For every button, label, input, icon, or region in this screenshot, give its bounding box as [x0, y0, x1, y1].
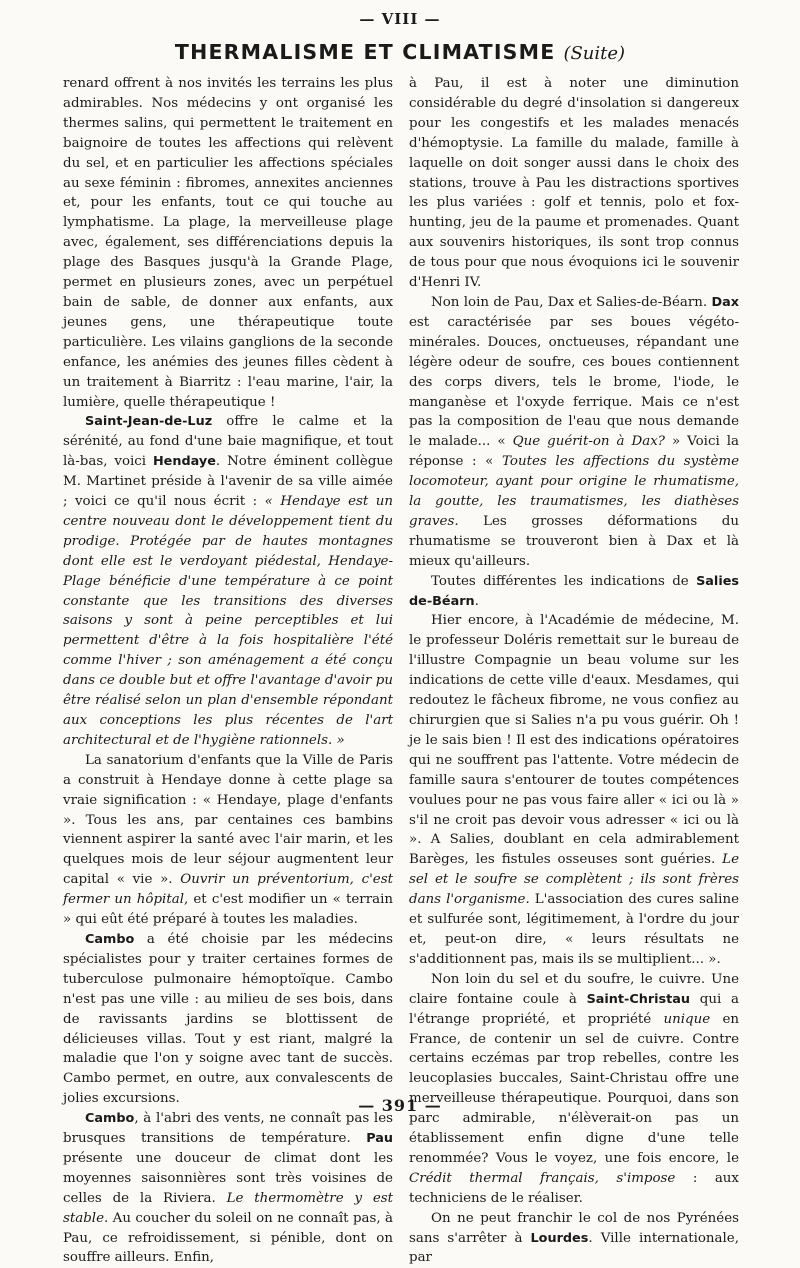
- place-name: Cambo: [85, 931, 135, 947]
- text-run: On ne peut franchir le col de nos Pyrénées sans s'arrêter à: [409, 1210, 739, 1246]
- italic-text: Le thermomètre y est stable.: [63, 1190, 393, 1226]
- paragraph: [63, 751, 393, 930]
- text-run: Toutes différentes les indications de: [431, 573, 697, 589]
- paragraph: [409, 293, 739, 572]
- text-run: . Ville internationale, par: [409, 1230, 739, 1266]
- italic-text: Que guérit-on à Dax?: [512, 434, 665, 450]
- paragraph: [63, 1109, 393, 1268]
- text-run: .: [474, 593, 479, 609]
- text-run: qui a l'étrange propriété, et propriété: [409, 991, 739, 1027]
- left-column: [63, 74, 393, 1268]
- italic-text: Crédit thermal français, s'impose: [409, 1170, 676, 1186]
- title-suite: (Suite): [563, 43, 626, 64]
- text-run: Non loin de Pau, Dax et Salies-de-Béarn.: [431, 294, 712, 310]
- quotation: « Hendaye est un centre nouveau dont le développement tient du prodige. Protégée par de hautes montagnes dont elle est le verdoyant piédestal, Hendaye-Plage bénéficie d'une température à ce point constante que les transitions des diverses saisons y sont à peine perceptibles et lui permettent d'être à la fois hospitalière l'été comme l'hiver ; son aménagement a été conçu dans ce double but et offre l'avantage d'avoir pu être réalisé selon un plan d'ensemble répondant aux conceptions les plus récentes de l'art architectural et de l'hygiène rationnels. »: [63, 494, 393, 748]
- place-name: Saint-Christau: [586, 991, 691, 1007]
- text-run: Hier encore, à l'Académie de médecine, M. le professeur Doléris remettait sur le bureau de l'illustre Compagnie un beau volume sur les indications de cette ville d'eaux. Mesdames, qui redoutez le fâcheux fibrome, ne vous confiez au chirurgien que si Salies n'a pu vous guérir. Oh ! je le sais bien ! Il est des indications opératoires qui ne souffrent pas l'attente. Votre médecin de famille saura s'entourer de toutes compétences voulues pour ne pas vous faire aller « ici ou là » s'il ne croit pas devoir vous adresser « ici ou là ». A Salies, doublant en cela admirablement Barèges, les fistules osseuses sont guéries.: [409, 613, 739, 868]
- paragraph: [409, 1209, 739, 1268]
- text-run: offre le calme et la sérénité, au fond d'une baie magnifique, et tout là-bas, voici: [63, 414, 393, 470]
- place-name: Saint-Jean-de-Luz: [85, 414, 213, 430]
- place-name: Hendaye: [152, 454, 216, 470]
- text-run: Au coucher du soleil on ne connaît pas, à Pau, ce refroidissement, si pénible, dont on souffre ailleurs. Enfin,: [63, 1210, 393, 1266]
- running-head-roman-numeral: — VIII —: [359, 10, 441, 28]
- italic-text: unique: [663, 1011, 711, 1027]
- place-name: Salies de-Béarn: [409, 573, 739, 609]
- place-name: Pau: [366, 1131, 393, 1147]
- text-run: renard offrent à nos invités les terrains les plus admirables. Nos médecins y ont organisé les thermes salins, qui permettent le traitement en baignoire de toutes les affections qui relèvent du sel, et en particulier les affections spéciales au sexe féminin : fibromes, annexites anciennes et, pour les enfants, tout ce qui touche au lymphatisme. La plage, la merveilleuse plage avec, également, ses différenciations depuis la plage des Basques jusqu'à la Grande Plage, permet en plusieurs zones, avec un perpétuel bain de sable, de donner aux enfants, aux jeunes gens, une thérapeutique toute particulière. Les vilains ganglions de la seconde enfance, les anémies des jeunes filles cèdent à un traitement à Biarritz : l'eau marine, l'air, la lumière, quelle thérapeutique !: [63, 76, 393, 410]
- paragraph: [63, 930, 393, 1109]
- italic-text: Le sel et le soufre se complètent ; ils sont frères dans l'organisme.: [409, 852, 739, 908]
- text-run: présente une douceur de climat dont les moyennes saisonnières sont très voisines de celles de la Riviera.: [63, 1150, 393, 1206]
- text-run: . Les grosses déformations du rhumatisme se trouveront bien à Dax et là mieux qu'ailleurs.: [409, 513, 739, 569]
- text-run: , à l'abri des vents, ne connaît pas les brusques transitions de température.: [63, 1111, 393, 1147]
- paragraph: [409, 572, 739, 612]
- text-run: en France, de contenir un sel de cuivre. Contre certains eczémas par trop rebelles, contre les leucoplasies buccales, Saint-Christau offre une merveilleuse thérapeutique. Pourquoi, dans son parc admirable, n'élèverait-on pas un établissement enfin digne d'une telle renommée? Vous le voyez, une fois encore, le: [409, 1011, 740, 1166]
- text-run: L'association des cures saline et sulfurée sont, légitimement, à l'ordre du jour et, peut-on dire, « leurs résultats ne s'additionnent pas, mais ils se multiplient... ».: [409, 892, 739, 967]
- place-name: Cambo: [85, 1111, 135, 1127]
- paragraph: [409, 74, 739, 293]
- text-run: » Voici la réponse : «: [409, 434, 739, 470]
- title-text: THERMALISME ET CLIMATISME: [174, 40, 556, 64]
- paragraph: [409, 970, 739, 1209]
- text-run: à Pau, il est à noter une diminution considérable du degré d'insolation si dangereux pour les congestifs et les malades menacés d'hémoptysie. La famille du malade, famille à laquelle on doit songer aussi dans le choix des stations, trouve à Pau les distractions sportives les plus variées : golf et tennis, polo et fox-hunting, jeu de la paume et promenades. Quant aux souvenirs historiques, ils sont trop connus de tous pour que nous évoquions ici le souvenir d'Henri IV.: [409, 76, 739, 291]
- italic-text: Ouvrir un préventorium, c'est fermer un hôpital: [63, 872, 393, 908]
- text-run: : aux techniciens de le réaliser.: [409, 1170, 739, 1206]
- place-name: Dax: [711, 294, 739, 310]
- text-run: est caractérisée par ses boues végéto-minérales. Douces, onctueuses, répandant une légère odeur de soufre, ces boues contiennent des corps divers, tels le brome, l'iode, le manganèse et l'oxyde ferrique. Mais ce n'est pas la composition de l'eau que nous demande le malade... «: [409, 314, 739, 450]
- page-number: — 391 —: [358, 1096, 442, 1115]
- italic-text: Toutes les affections du système locomoteur, ayant pour origine le rhumatisme, la goutte, les traumatismes, les diathèses graves: [409, 454, 739, 529]
- place-name: Lourdes: [530, 1230, 589, 1246]
- text-run: Non loin du sel et du soufre, le cuivre. Une claire fontaine coule à: [409, 971, 739, 1007]
- page-title: [0, 40, 800, 64]
- text-run: a été choisie par les médecins spécialistes pour y traiter certaines formes de tuberculose pulmonaire hémoptoïque. Cambo n'est pas une ville : au milieu de ses bois, dans de ravissants jardins se blottissent de délicieuses villas. Tout y est riant, malgré la maladie que l'on y soigne avec tant de succès. Cambo permet, en outre, aux convalescents de jolies excursions.: [63, 931, 393, 1107]
- text-run: . Notre éminent collègue M. Martinet préside à l'avenir de sa ville aimée ; voici ce qu'il nous écrit :: [63, 454, 393, 510]
- paragraph: [409, 611, 739, 969]
- paragraph: [63, 412, 393, 750]
- paragraph: [63, 74, 393, 412]
- text-run: , et c'est modifier un « terrain » qui eût été préparé à toutes les maladies.: [63, 892, 393, 928]
- right-column: [409, 74, 739, 1268]
- text-run: La sanatorium d'enfants que la Ville de Paris a construit à Hendaye donne à cette plage sa vraie signification : « Hendaye, plage d'enfants ». Tous les ans, par centaines ces bambins viennent aspirer la santé avec l'air marin, et les quelques mois de leur séjour augmentent leur capital « vie ».: [63, 752, 393, 888]
